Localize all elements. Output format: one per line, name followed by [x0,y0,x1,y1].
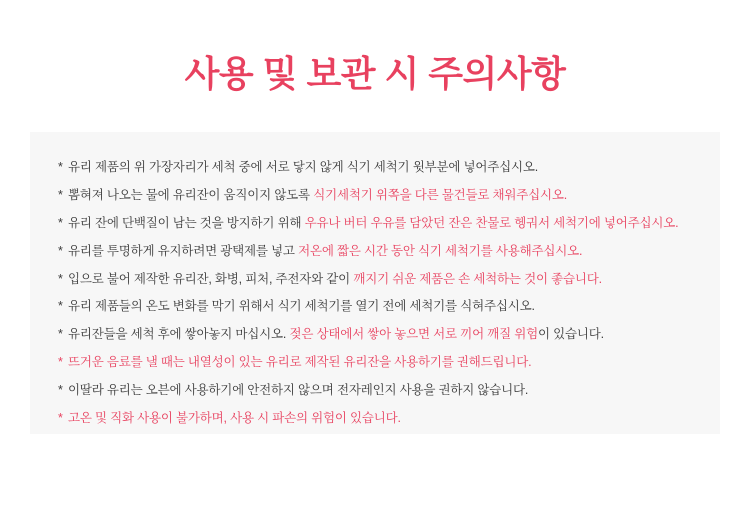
bullet-marker: * [58,355,66,370]
notice-text-highlight: 저온에 짧은 시간 동안 식기 세척기를 사용해주십시오. [298,243,583,258]
notice-text: 유리를 투명하게 유지하려면 광택제를 넣고 [67,243,299,258]
notice-item [58,158,692,177]
notice-item [58,214,692,233]
notice-text-highlight: 깨지기 쉬운 제품은 손 세척하는 것이 좋습니다. [353,271,602,286]
notice-text: 뽐혀져 나오는 물에 유리잔이 움직이지 않도록 [67,187,314,202]
notice-page [0,24,750,506]
bullet-marker: * [58,271,66,286]
notice-card [30,132,720,434]
notice-item [58,186,692,205]
bullet-marker: * [58,187,66,202]
notice-text: 이 있습니다. [538,327,604,342]
notice-item [58,353,692,372]
notice-text: 유리 잔에 단백질이 남는 것을 방지하기 위해 [67,215,305,230]
bullet-marker: * [58,410,66,425]
notice-text: 유리잔들을 세척 후에 쌓아놓지 마십시오. [67,327,290,342]
notice-item [58,242,692,261]
notice-item [58,325,692,344]
notice-text-highlight: 젖은 상태에서 쌓아 놓으면 서로 끼어 깨질 위험 [289,327,538,342]
notice-text-highlight: 우유나 버터 우유를 담았던 잔은 찬물로 헹궈서 세척기에 넣어주십시오. [304,215,679,230]
notice-list [58,158,692,428]
bullet-marker: * [58,383,66,398]
notice-item [58,270,692,289]
notice-item [58,409,692,428]
bullet-marker: * [58,215,66,230]
notice-text: 유리 제품의 위 가장자리가 세척 중에 서로 닿지 않게 식기 세척기 윗부분에 넣어주십시오. [67,160,538,175]
bullet-marker: * [58,299,66,314]
notice-text-highlight: 식기세척기 위쪽을 다른 물건들로 채워주십시오. [313,187,568,202]
bullet-marker: * [58,327,66,342]
notice-item [58,297,692,316]
notice-text-highlight: 뜨거운 음료를 낼 때는 내열성이 있는 유리로 제작된 유리잔을 사용하기를 권해드립니다. [67,355,532,370]
page-title: 사용 및 보관 시 주의사항 [184,53,566,95]
notice-text: 유리 제품들의 온도 변화를 막기 위해서 식기 세척기를 열기 전에 세척기를 식혀주십시오. [67,299,535,314]
bullet-marker: * [58,160,66,175]
notice-text: 입으로 불어 제작한 유리잔, 화병, 피처, 주전자와 같이 [67,271,354,286]
notice-text: 이딸라 유리는 오븐에 사용하기에 안전하지 않으며 전자레인지 사용을 권하지 않습니다. [67,383,529,398]
notice-text-highlight: 고온 및 직화 사용이 불가하며, 사용 시 파손의 위험이 있습니다. [67,410,401,425]
notice-item [58,381,692,400]
bullet-marker: * [58,243,66,258]
